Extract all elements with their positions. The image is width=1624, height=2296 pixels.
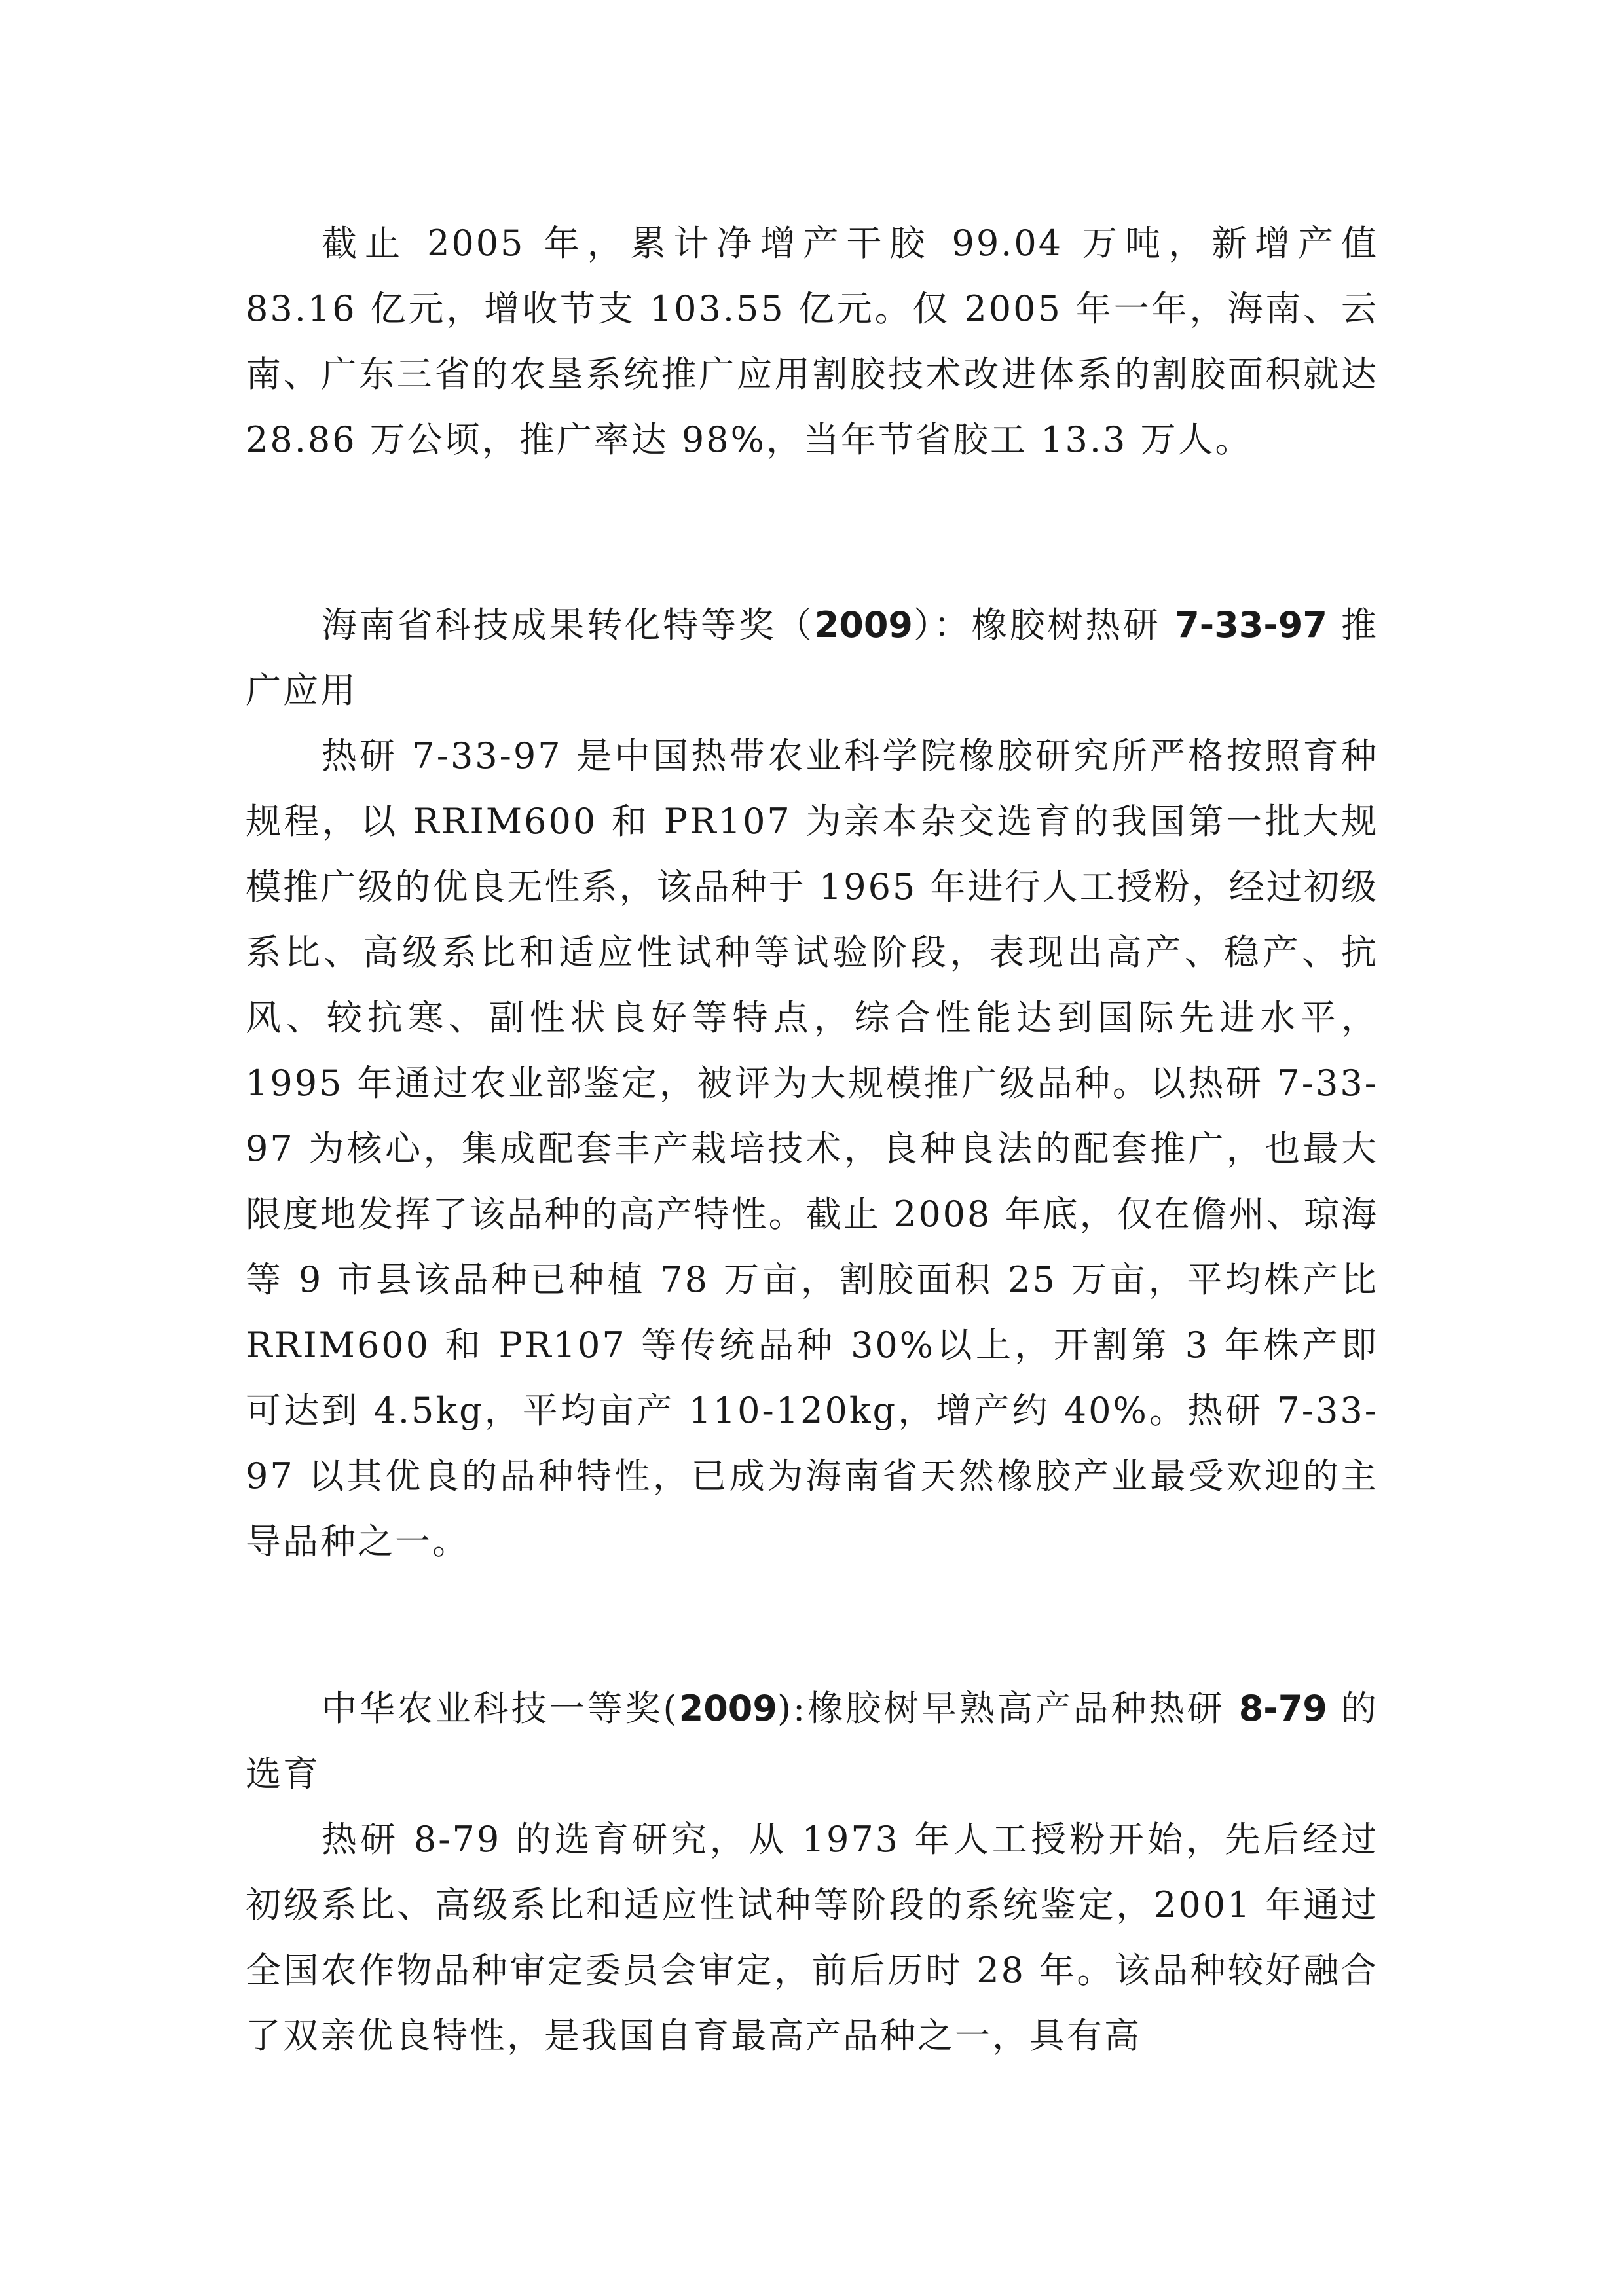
paragraph-intro: 截止 2005 年，累计净增产干胶 99.04 万吨，新增产值 83.16 亿元，增收节支 103.55 亿元。仅 2005 年一年，海南、云南、广东三省的农垦系统推广应用割胶技术改进体系的割胶面积就达 28.86 万公顷，推广率达 98%，当年节省胶工 13.3 万人。 [246,223,1378,460]
section-heading-2-mid: ):橡胶树早熟高产品种热研 [777,1688,1239,1729]
section-heading-2-pre: 中华农业科技一等奖( [322,1688,679,1729]
section-heading-2 [246,1676,1378,1807]
section-heading-2-code: 8-79 [1238,1688,1327,1729]
section-heading-1-pre: 海南省科技成果转化特等奖（ [322,604,815,646]
section-heading-1-post: 推广应用 [246,604,1379,711]
section-body-2: 热研 8-79 的选育研究，从 1973 年人工授粉开始，先后经过初级系比、高级系比和适应性试种等阶段的系统鉴定，2001 年通过全国农作物品种审定委员会审定，前后历时 28 年。该品种较好融合了双亲优良特性，是我国自育最高产品种之一，具有高 [246,1819,1378,2056]
section-heading-1-code: 7-33-97 [1175,604,1327,646]
section-heading-2-year: 2009 [678,1688,777,1729]
section-heading-2-post: 的选育 [246,1688,1378,1795]
section-heading-1 [246,592,1378,723]
section-heading-1-year: 2009 [814,604,913,646]
section-body-1: 热研 7-33-97 是中国热带农业科学院橡胶研究所严格按照育种规程，以 RRIM600 和 PR107 为亲本杂交选育的我国第一批大规模推广级的优良无性系，该品种于 1965 年进行人工授粉，经过初级系比、高级系比和适应性试种等试验阶段，表现出高产、稳产、抗风、较抗寒、副性状良好等特点，综合性能达到国际先进水平，1995 年通过农业部鉴定，被评为大规模推广级品种。以热研 7-33-97 为核心，集成配套丰产栽培技术，良种良法的配套推广，也最大限度地发挥了该品种的高产特性。截止 2008 年底，仅在儋州、琼海等 9 市县该品种已种植 78 万亩，割胶面积 25 万亩，平均株产比 RRIM600 和 PR107 等传统品种 30%以上，开割第 3 年株产即可达到 4.5kg，平均亩产 110-120kg，增产约 40%。热研 7-33-97 以其优良的品种特性，已成为海南省天然橡胶产业最受欢迎的主导品种之一。 [246,735,1378,1562]
section-heading-1-mid: ）：橡胶树热研 [912,604,1175,646]
